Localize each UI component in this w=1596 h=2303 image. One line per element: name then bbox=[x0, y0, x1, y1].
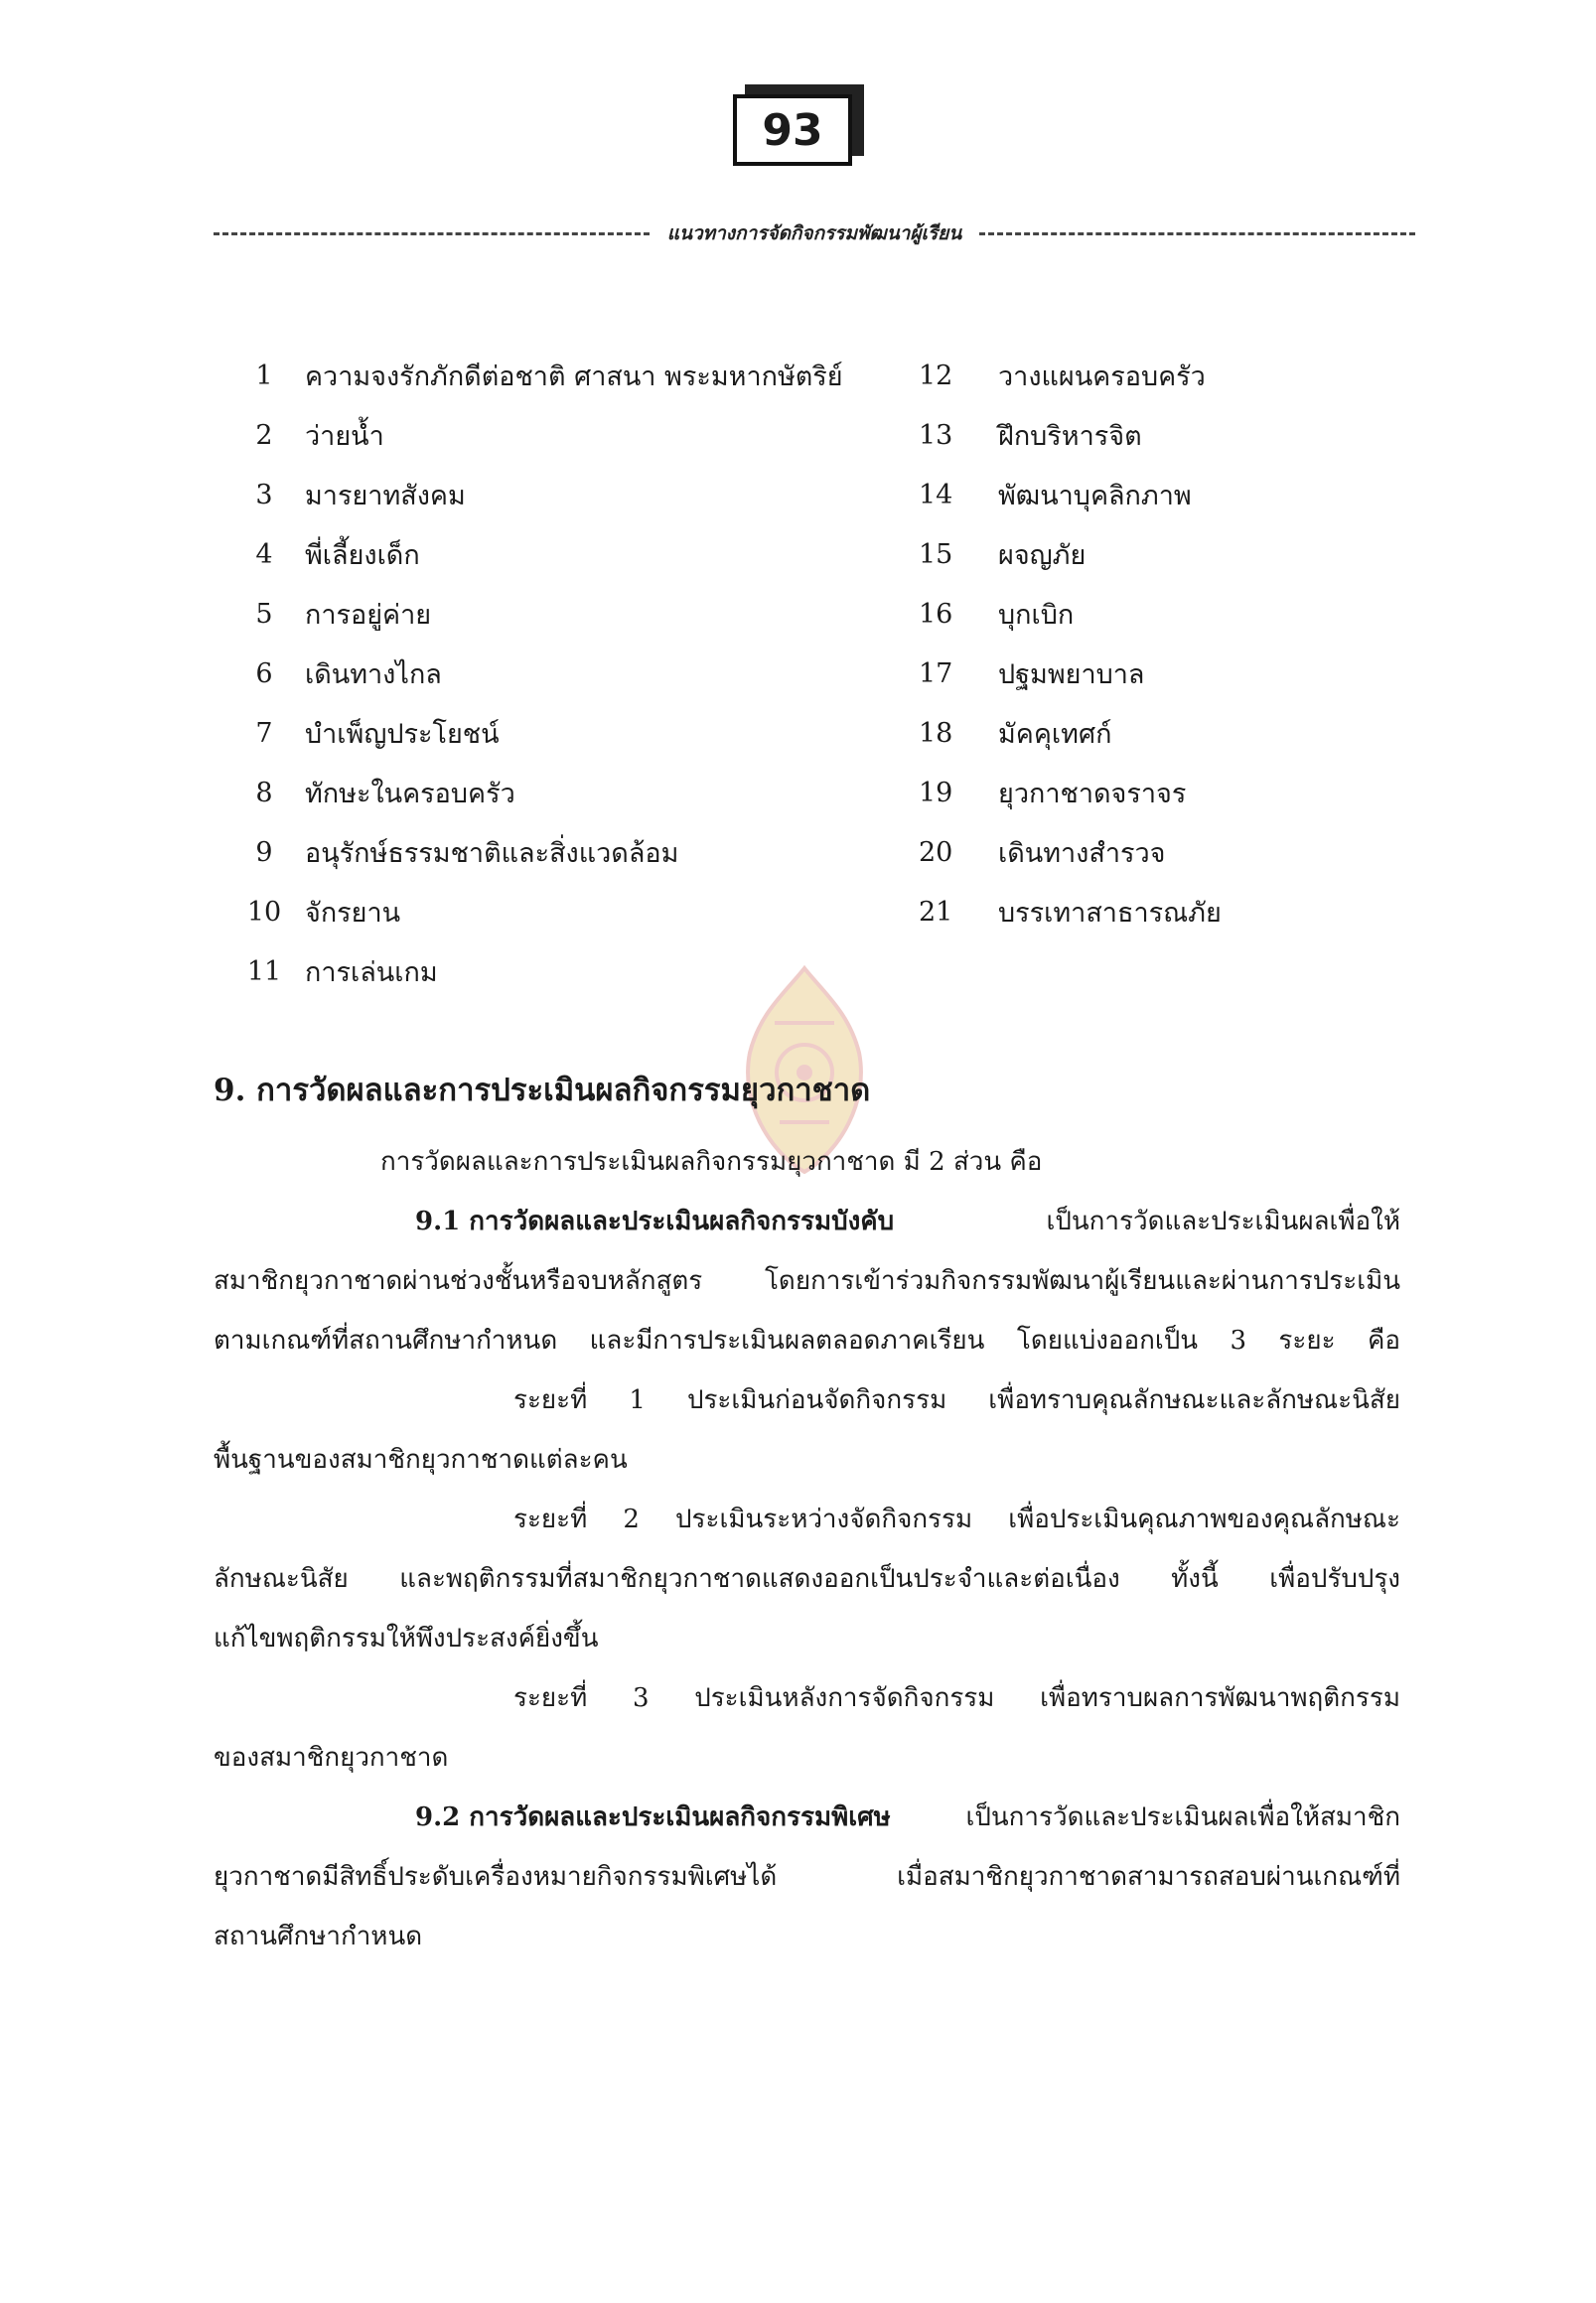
list-item-label: พี่เลี้ยงเด็ก bbox=[305, 539, 420, 571]
list-item-number: 15 bbox=[919, 538, 953, 570]
list-item bbox=[919, 763, 1222, 822]
list-item-label: อนุรักษ์ธรรมชาติและสิ่งแวดล้อม bbox=[305, 837, 679, 869]
list-item bbox=[223, 465, 843, 524]
list-item bbox=[223, 763, 843, 822]
s92-line1-rest: เป็นการวัดและประเมินผลเพื่อให้สมาชิก bbox=[965, 1802, 1400, 1832]
list-item bbox=[919, 405, 1222, 465]
s91-line3: ตามเกณฑ์ที่สถานศึกษากำหนด และมีการประเมินผลตลอดภาคเรียน โดยแบ่งออกเป็น 3 ระยะ คือ bbox=[214, 1326, 1400, 1356]
list-item-number: 13 bbox=[919, 419, 953, 451]
s92-line1 bbox=[214, 1788, 1400, 1847]
header-rule-left bbox=[214, 232, 650, 235]
list-item-label: จักรยาน bbox=[305, 897, 401, 929]
list-item-number: 6 bbox=[255, 657, 273, 689]
s91-title: 9.1 การวัดผลและประเมินผลกิจกรรมบังคับ bbox=[415, 1207, 895, 1236]
list-item bbox=[919, 882, 1222, 941]
list-item-number: 1 bbox=[255, 360, 273, 391]
list-item-label: เดินทางสำรวจ bbox=[998, 837, 1166, 869]
list-item bbox=[223, 822, 843, 882]
activity-list-right bbox=[919, 346, 1222, 941]
list-item bbox=[919, 822, 1222, 882]
phase1-line2: พื้นฐานของสมาชิกยุวกาชาดแต่ละคน bbox=[214, 1445, 628, 1475]
list-item bbox=[223, 584, 843, 644]
list-item-number: 16 bbox=[919, 598, 953, 630]
list-item-label: ผจญภัย bbox=[998, 539, 1087, 571]
s91-line2: สมาชิกยุวกาชาดผ่านช่วงชั้นหรือจบหลักสูตร โดยการเข้าร่วมกิจกรรมพัฒนาผู้เรียนและผ่านการประเมิน bbox=[214, 1266, 1400, 1296]
list-item-number: 3 bbox=[255, 479, 273, 510]
list-item-number: 2 bbox=[255, 419, 273, 451]
intro-line: การวัดผลและการประเมินผลกิจกรรมยุวกาชาด มี 2 ส่วน คือ bbox=[380, 1147, 1043, 1177]
phase2-line2: ลักษณะนิสัย และพฤติกรรมที่สมาชิกยุวกาชาดแสดงออกเป็นประจำและต่อเนื่อง ทั้งนี้ เพื่อปรับปรุง bbox=[214, 1564, 1400, 1594]
list-item-number: 5 bbox=[255, 598, 273, 630]
list-item bbox=[223, 882, 843, 941]
list-item-number: 17 bbox=[919, 657, 953, 689]
s91-line1 bbox=[214, 1192, 1400, 1251]
list-item-label: มารยาทสังคม bbox=[305, 480, 466, 511]
list-item-number: 19 bbox=[919, 777, 953, 808]
running-header-text: แนวทางการจัดกิจกรรมพัฒนาผู้เรียน bbox=[666, 222, 962, 244]
list-item-label: วางแผนครอบครัว bbox=[998, 360, 1206, 392]
list-item-number: 4 bbox=[255, 538, 273, 570]
list-item-label: ยุวกาชาดจราจร bbox=[998, 778, 1187, 809]
list-item-label: บรรเทาสาธารณภัย bbox=[998, 897, 1222, 929]
section-9-heading: 9. การวัดผลและการประเมินผลกิจกรรมยุวกาชาด bbox=[214, 1073, 871, 1108]
list-item-label: การอยู่ค่าย bbox=[305, 599, 432, 631]
list-item bbox=[919, 524, 1222, 584]
s91-line1-rest: เป็นการวัดและประเมินผลเพื่อให้ bbox=[1046, 1207, 1400, 1236]
s92-line3: สถานศึกษากำหนด bbox=[214, 1922, 423, 1951]
list-item bbox=[919, 584, 1222, 644]
list-item bbox=[223, 405, 843, 465]
list-item bbox=[223, 346, 843, 405]
list-item bbox=[223, 703, 843, 763]
phase3-line1: ระยะที่ 3 ประเมินหลังการจัดกิจกรรม เพื่อทราบผลการพัฒนาพฤติกรรม bbox=[513, 1683, 1400, 1713]
page-number: 93 bbox=[733, 94, 852, 166]
list-item-label: ทักษะในครอบครัว bbox=[305, 778, 515, 809]
phase3-line2: ของสมาชิกยุวกาชาด bbox=[214, 1743, 449, 1773]
list-item-number: 14 bbox=[919, 479, 953, 510]
list-item bbox=[919, 465, 1222, 524]
list-item-number: 21 bbox=[919, 896, 953, 928]
phase1-line1: ระยะที่ 1 ประเมินก่อนจัดกิจกรรม เพื่อทราบคุณลักษณะและลักษณะนิสัย bbox=[513, 1385, 1400, 1415]
list-item-label: ความจงรักภักดีต่อชาติ ศาสนา พระมหากษัตริย์ bbox=[305, 360, 843, 392]
s92-title: 9.2 การวัดผลและประเมินผลกิจกรรมพิเศษ bbox=[415, 1802, 891, 1832]
running-header bbox=[214, 218, 1415, 248]
header-rule-right bbox=[979, 232, 1415, 235]
list-item-number: 11 bbox=[246, 955, 282, 987]
list-item-number: 12 bbox=[919, 360, 953, 391]
list-item-label: การเล่นเกม bbox=[305, 956, 438, 988]
list-item-number: 18 bbox=[919, 717, 953, 749]
list-item bbox=[223, 644, 843, 703]
list-item-label: ปฐมพยาบาล bbox=[998, 658, 1145, 690]
phase2-line1: ระยะที่ 2 ประเมินระหว่างจัดกิจกรรม เพื่อประเมินคุณภาพของคุณลักษณะ bbox=[513, 1505, 1400, 1534]
list-item-number: 10 bbox=[246, 896, 282, 928]
list-item-label: ฝึกบริหารจิต bbox=[998, 420, 1142, 452]
list-item-label: พัฒนาบุคลิกภาพ bbox=[998, 480, 1192, 511]
list-item-number: 8 bbox=[255, 777, 273, 808]
list-item bbox=[919, 644, 1222, 703]
activity-list-left bbox=[223, 346, 843, 1001]
list-item bbox=[919, 346, 1222, 405]
list-item-label: ว่ายน้ำ bbox=[305, 420, 384, 452]
s92-line2: ยุวกาชาดมีสิทธิ์ประดับเครื่องหมายกิจกรรมพิเศษได้ เมื่อสมาชิกยุวกาชาดสามารถสอบผ่านเกณฑ์ที่ bbox=[214, 1862, 1400, 1892]
list-item bbox=[919, 703, 1222, 763]
list-item-number: 7 bbox=[255, 717, 273, 749]
list-item-label: มัคคุเทศก์ bbox=[998, 718, 1112, 750]
list-item-label: บุกเบิก bbox=[998, 599, 1075, 631]
phase2-line3: แก้ไขพฤติกรรมให้พึงประสงค์ยิ่งขึ้น bbox=[214, 1624, 599, 1654]
list-item-label: บำเพ็ญประโยชน์ bbox=[305, 718, 500, 750]
list-item-number: 20 bbox=[919, 836, 953, 868]
list-item bbox=[223, 524, 843, 584]
list-item-number: 9 bbox=[255, 836, 273, 868]
list-item-label: เดินทางไกล bbox=[305, 658, 442, 690]
section-9-body bbox=[214, 1132, 1400, 1966]
